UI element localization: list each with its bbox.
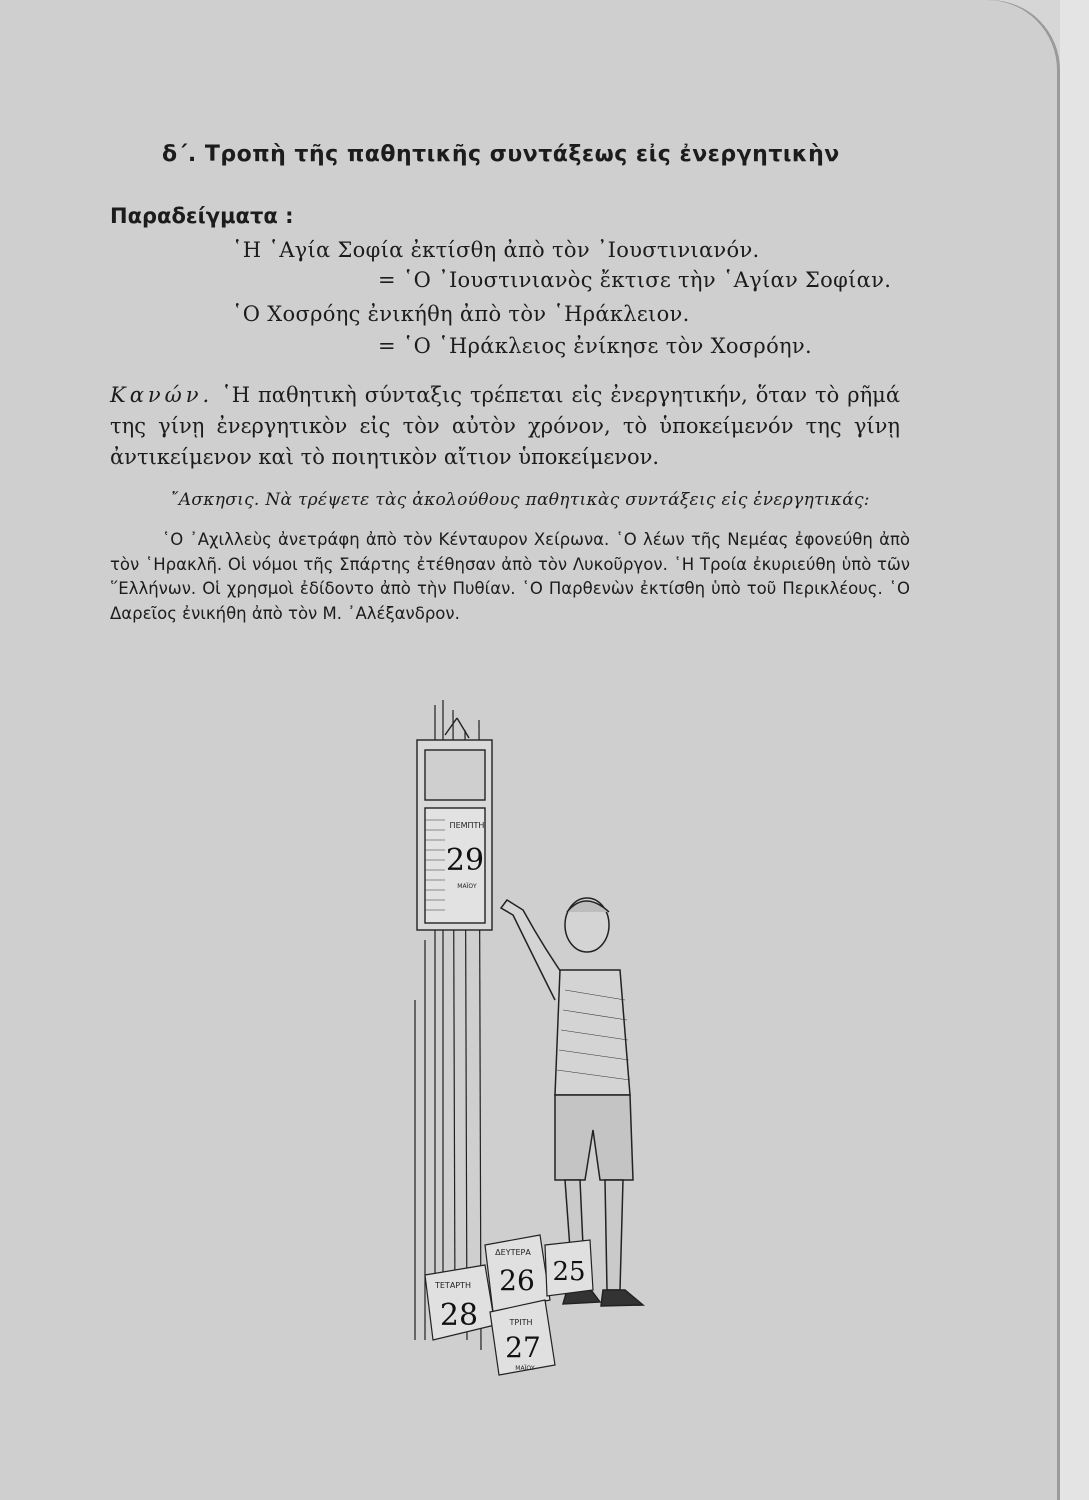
calendar-day-label: ΠΕΜΠΤΗ — [449, 821, 485, 830]
boy-tearing-calendar-illustration — [395, 700, 695, 1380]
exercise-title: ῎Ασκησις. Νὰ τρέψετε τὰς ἀκολούθους παθητικὰς συντάξεις εἰς ἐνεργητικάς: — [170, 490, 870, 510]
example-line: = ῾Ο ῾Ηράκλειος ἐνίκησε τὸν Χοσρόην. — [378, 334, 812, 358]
exercise-text: ῾Ο ᾿Αχιλλεὺς ἀνετράφη ἀπὸ τὸν Κένταυρον Χείρωνα. ῾Ο λέων τῆς Νεμέας ἐφονεύθη ἀπὸ τὸν ῾Ηρακλῆ. Οἱ νόμοι τῆς Σπάρτης ἐτέθησαν ἀπὸ τὸν Λυκοῦργον. ῾Η Τροία ἐκυριεύθη ὑπὸ τῶν ῞Ελλήνων. Οἱ χρησμοὶ ἐδίδοντο ἀπὸ τὴν Πυθίαν. ῾Ο Παρθενὼν ἐκτίσθη ὑπὸ τοῦ Περικλέους. ῾Ο Δαρεῖος ἐνικήθη ἀπὸ τὸν Μ. ᾿Αλέξανδρον. — [110, 530, 910, 623]
fallen-page-day: ΤΡΙΤΗ — [509, 1318, 533, 1327]
examples-label: Παραδείγματα : — [110, 204, 294, 228]
fallen-page-date: 28 — [439, 1298, 479, 1333]
fallen-page-date: 26 — [499, 1264, 535, 1297]
fallen-page-month: ΜΑΪΟΥ — [515, 1365, 535, 1372]
page-edge-background — [1060, 0, 1089, 1500]
section-heading: δ΄. Τροπὴ τῆς παθητικῆς συντάξεως εἰς ἐνεργητικὴν — [162, 142, 840, 167]
example-line: ῾Η ῾Αγία Σοφία ἐκτίσθη ἀπὸ τὸν ᾿Ιουστινιανόν. — [232, 238, 760, 262]
fallen-page-day: ΤΕΤΑΡΤΗ — [434, 1281, 472, 1290]
example-line: ῾Ο Χοσρόης ἐνικήθη ἀπὸ τὸν ῾Ηράκλειον. — [232, 302, 690, 326]
fallen-page-date: 25 — [552, 1257, 586, 1287]
fallen-page-date: 27 — [505, 1331, 541, 1364]
calendar-month-label: ΜΑΪΟΥ — [457, 883, 477, 890]
calendar-date-label: 29 — [445, 843, 485, 878]
rule-text: ῾Η παθητικὴ σύνταξις τρέπεται εἰς ἐνεργητικήν, ὅταν τὸ ρῆμά της γίνῃ ἐνεργητικὸν εἰς τὸν αὐτὸν χρόνον, τὸ ὑποκείμενόν της γίνῃ ἀντικείμενον καὶ τὸ ποιητικὸν αἴτιον ὑποκείμενον. — [110, 383, 900, 469]
fallen-page-day: ΔΕΥΤΕΡΑ — [495, 1248, 531, 1257]
rule-paragraph — [110, 380, 900, 473]
rule-label: Κανών. — [110, 383, 214, 407]
example-line: = ῾Ο ᾿Ιουστινιανὸς ἔκτισε τὴν ῾Αγίαν Σοφίαν. — [378, 268, 892, 292]
